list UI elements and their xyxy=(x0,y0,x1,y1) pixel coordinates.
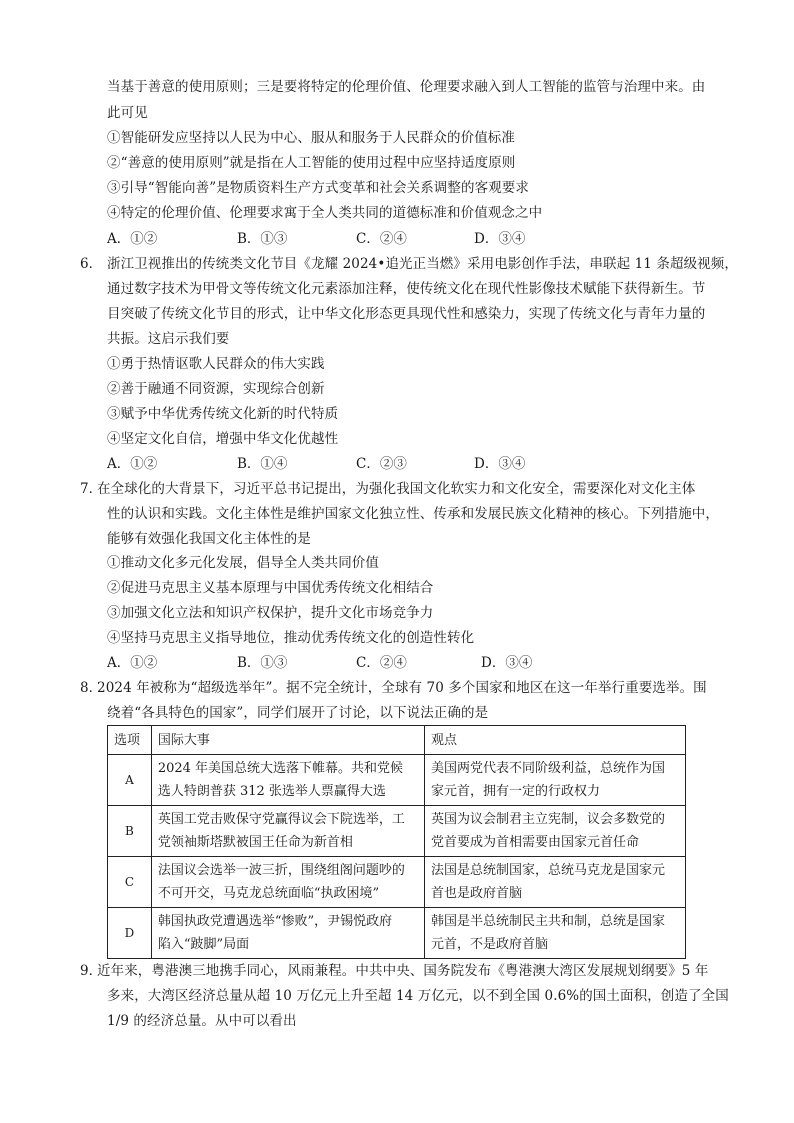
header-view: 观点 xyxy=(425,726,686,755)
table-row xyxy=(108,806,686,857)
row-event xyxy=(151,908,424,959)
q7-number: 7． xyxy=(80,481,103,497)
q6-option-d[interactable]: D．③④ xyxy=(474,456,526,472)
q5-text-line: 此可见 xyxy=(107,105,148,121)
view-line: 法国是总统制国家，总统马克龙是国家元 xyxy=(431,863,666,878)
q7-option-d[interactable]: D．③④ xyxy=(481,655,533,671)
event-line: 不可开交，马克龙总统面临“执政困境” xyxy=(157,886,380,901)
event-line: 法国议会选举一波三折，围绕组阁问题吵的 xyxy=(157,863,405,878)
q6-option-a[interactable]: A．①② xyxy=(107,456,158,472)
event-line: 党领袖斯塔默被国王任命为新首相 xyxy=(157,835,353,850)
q6-number: 6． xyxy=(80,256,103,272)
q7-statement: ④坚持马克思主义指导地位，推动优秀传统文化的创造性转化 xyxy=(107,630,475,646)
q6-text-line: 共振。这启示我们要 xyxy=(107,331,230,347)
row-view xyxy=(425,908,686,959)
q7-option-b[interactable]: B．①③ xyxy=(237,655,288,671)
q9-text-line: 多来，大湾区经济总量从超 10 万亿元上升至超 14 万亿元，以不到全国 0.6%的国土面积，创造了全国 xyxy=(107,988,729,1004)
q7-text-line: 在全球化的大背景下，习近平总书记提出，为强化我国文化软实力和文化安全，需要深化对文化主体 xyxy=(97,481,696,497)
q6-text-line: 浙江卫视推出的传统类文化节目《龙耀 2024•追光正当燃》采用电影创作手法，串联起 11 条超级视频， xyxy=(107,256,738,272)
q7-options xyxy=(107,653,607,673)
row-code: D xyxy=(108,908,152,959)
view-line: 韩国是半总统制民主共和制，总统是国家 xyxy=(431,914,666,929)
header-option: 选项 xyxy=(108,726,152,755)
row-event xyxy=(151,857,424,908)
view-line: 家元首，拥有一定的行政权力 xyxy=(431,784,601,799)
q7-option-c[interactable]: C．②④ xyxy=(356,655,407,671)
q6-option-c[interactable]: C．②③ xyxy=(356,456,407,472)
q7-statement: ②促进马克思主义基本原理与中国优秀传统文化相结合 xyxy=(107,580,434,596)
table-row xyxy=(108,755,686,806)
view-line: 美国两党代表不同阶级利益，总统作为国 xyxy=(431,761,666,776)
event-line: 选人特朗普获 312 张选举人票赢得大选 xyxy=(157,784,386,799)
q7-statement: ①推动文化多元化发展，倡导全人类共同价值 xyxy=(107,555,379,571)
view-line: 首也是政府首脑 xyxy=(431,886,523,901)
q6-options xyxy=(107,454,607,474)
view-line: 英国为议会制君主立宪制，议会多数党的 xyxy=(431,812,666,827)
q9-number: 9． xyxy=(80,963,103,979)
q6-statement: ③赋予中华优秀传统文化新的时代特质 xyxy=(107,406,339,422)
q5-option-b[interactable]: B．①③ xyxy=(237,231,288,247)
row-view xyxy=(425,806,686,857)
row-view xyxy=(425,857,686,908)
q9-text-line: 1/9 的经济总量。从中可以看出 xyxy=(107,1013,297,1029)
event-line: 英国工党击败保守党赢得议会下院选举，工 xyxy=(157,812,405,827)
q7-option-a[interactable]: A．①② xyxy=(107,655,158,671)
q7-statement: ③加强文化立法和知识产权保护，提升文化市场竞争力 xyxy=(107,605,434,621)
q5-text-line: 当基于善意的使用原则；三是要将特定的伦理价值、伦理要求融入到人工智能的监管与治理中来。由 xyxy=(107,79,706,95)
q7-text-line: 性的认识和实践。文化主体性是维护国家文化独立性、传承和发展民族文化精神的核心。下列措施中， xyxy=(107,506,719,522)
table-header-row xyxy=(108,726,686,755)
row-event xyxy=(151,755,424,806)
q7-text-line: 能够有效强化我国文化主体性的是 xyxy=(107,531,311,547)
q5-option-a[interactable]: A．①② xyxy=(107,231,158,247)
q6-text-line: 目突破了传统文化节目的形式，让中华文化形态更具现代性和感染力，实现了传统文化与青年力量的 xyxy=(107,306,706,322)
view-line: 元首，不是政府首脑 xyxy=(431,937,549,952)
q6-option-b[interactable]: B．①④ xyxy=(237,456,288,472)
row-code: C xyxy=(108,857,152,908)
event-line: 陷入“跛脚”局面 xyxy=(157,937,250,952)
q8-number: 8． xyxy=(80,680,103,696)
table-row xyxy=(108,908,686,959)
q6-statement: ②善于融通不同资源，实现综合创新 xyxy=(107,381,325,397)
q5-statement: ①智能研发应坚持以人民为中心、服从和服务于人民群众的价值标准 xyxy=(107,130,515,146)
q8-text-line: 绕着“各具特色的国家”，同学们展开了讨论，以下说法正确的是 xyxy=(107,705,489,721)
row-code: B xyxy=(108,806,152,857)
row-view xyxy=(425,755,686,806)
row-code: A xyxy=(108,755,152,806)
view-line: 党首要成为首相需要由国家元首任命 xyxy=(431,835,640,850)
q6-statement: ④坚定文化自信，增强中华文化优越性 xyxy=(107,431,339,447)
event-line: 韩国执政党遭遇选举“惨败”，尹锡悦政府 xyxy=(157,914,393,929)
q5-statement: ③引导“智能向善”是物质资料生产方式变革和社会关系调整的客观要求 xyxy=(107,180,530,196)
q5-statement: ④特定的伦理价值、伦理要求寓于全人类共同的道德标准和价值观念之中 xyxy=(107,205,543,221)
q5-statement: ②“善意的使用原则”就是指在人工智能的使用过程中应坚持适度原则 xyxy=(107,155,516,171)
table-row xyxy=(108,857,686,908)
q8-table xyxy=(107,725,686,959)
q5-option-c[interactable]: C．②④ xyxy=(356,231,407,247)
row-event xyxy=(151,806,424,857)
q5-options xyxy=(107,229,607,249)
q5-option-d[interactable]: D．③④ xyxy=(474,231,526,247)
header-event: 国际大事 xyxy=(151,726,424,755)
q6-text-line: 通过数字技术为甲骨文等传统文化元素添加注释，使传统文化在现代性影像技术赋能下获得新生。节 xyxy=(107,281,706,297)
q9-text-line: 近年来，粤港澳三地携手同心，风雨兼程。中共中央、国务院发布《粤港澳大湾区发展规划纲要》5 年 xyxy=(97,963,709,979)
q8-text-line: 2024 年被称为“超级选举年”。据不完全统计，全球有 70 多个国家和地区在这一年举行重要选举。围 xyxy=(97,680,707,696)
q6-statement: ①勇于热情讴歌人民群众的伟大实践 xyxy=(107,356,325,372)
event-line: 2024 年美国总统大选落下帷幕。共和党候 xyxy=(157,761,404,776)
